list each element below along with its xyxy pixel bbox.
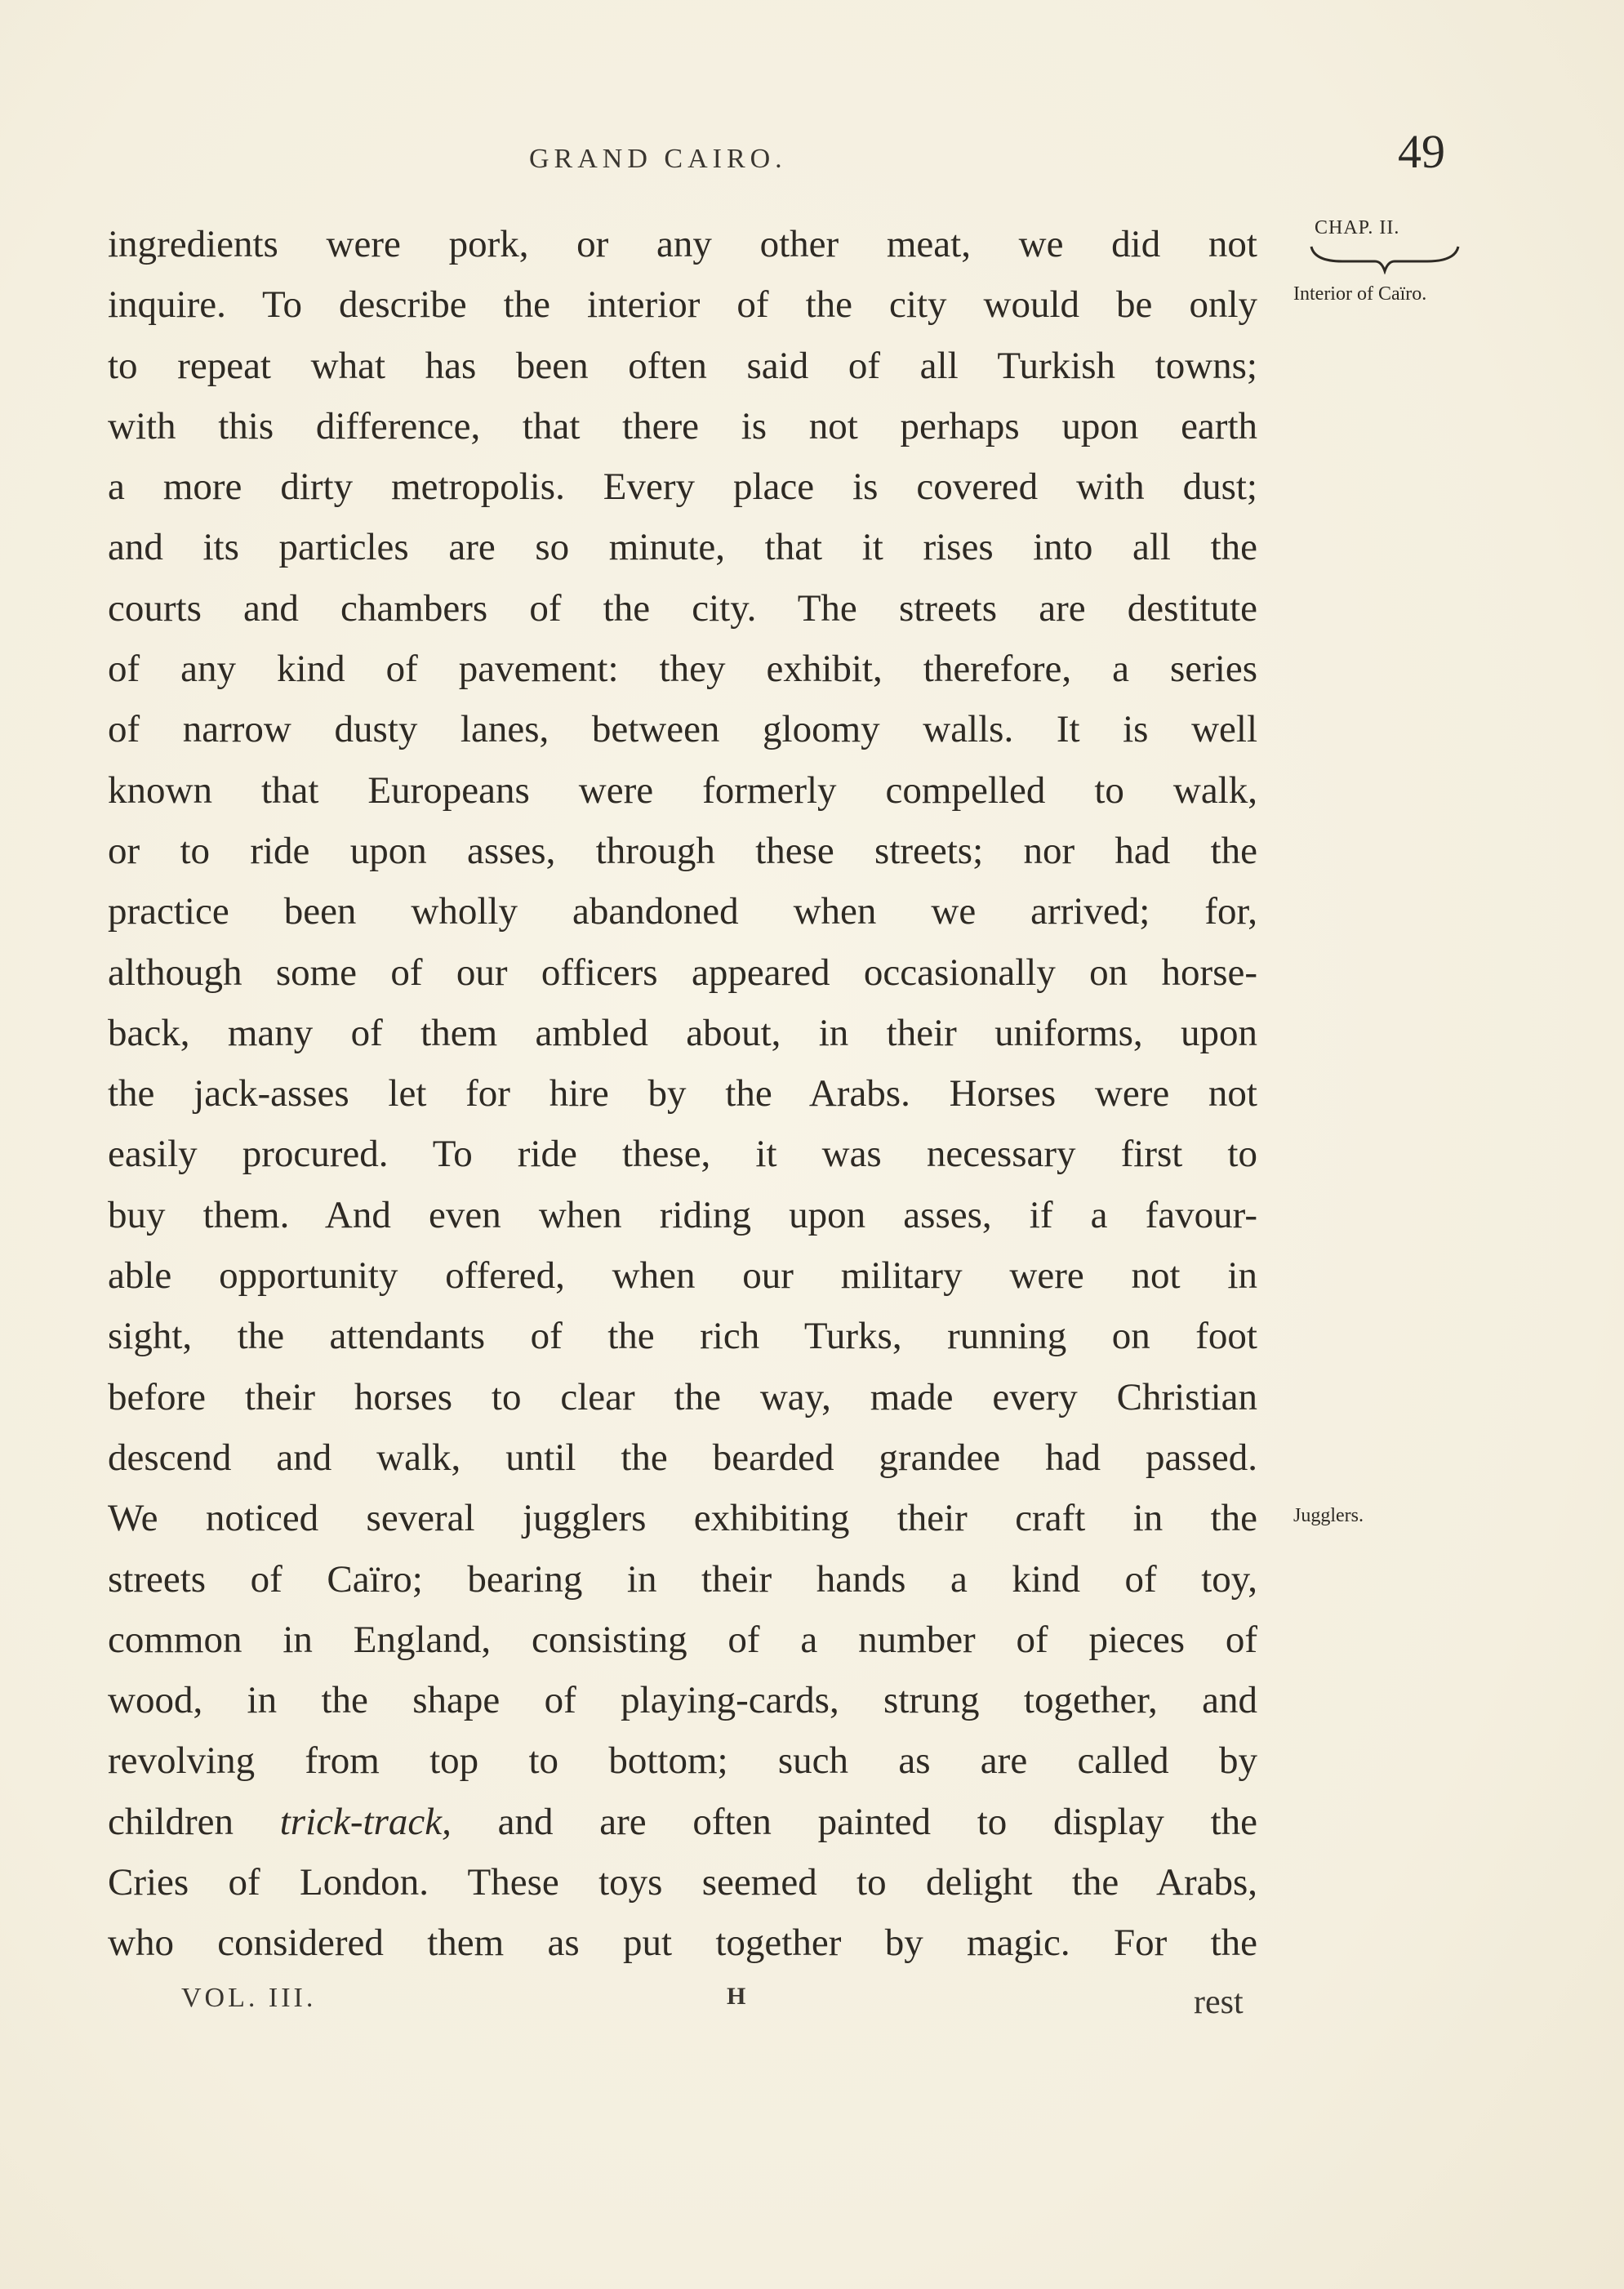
text-line: or to ride upon asses, through these streets; nor had the <box>108 829 1257 872</box>
text-line: We noticed several jugglers exhibiting their craft in the <box>108 1497 1257 1540</box>
text-line: buy them. And even when riding upon asses, if a favour- <box>108 1193 1257 1236</box>
text-line: of any kind of pavement: they exhibit, therefore, a series <box>108 648 1257 691</box>
page-number: 49 <box>1398 125 1445 178</box>
text-line: before their horses to clear the way, made every Christian <box>108 1375 1257 1418</box>
text-line: although some of our officers appeared occasionally on horse- <box>108 951 1257 994</box>
footer-catchword: rest <box>1194 1984 1244 2021</box>
italic-term: trick-track, <box>279 1800 452 1843</box>
text-line: practice been wholly abandoned when we arrived; for, <box>108 890 1257 933</box>
text-line: wood, in the shape of playing-cards, strung together, and <box>108 1679 1257 1722</box>
text-line: ingredients were pork, or any other meat, we did not <box>108 223 1257 265</box>
text-line: able opportunity offered, when our military were not in <box>108 1254 1257 1298</box>
text-line: and its particles are so minute, that it rises into all the <box>108 526 1257 569</box>
text-line: inquire. To describe the interior of the city would be only <box>108 283 1257 327</box>
chapter-marker: CHAP. II. <box>1315 217 1400 238</box>
text-line: with this difference, that there is not perhaps upon earth <box>108 404 1257 448</box>
text-line: the jack-asses let for hire by the Arabs. Horses were not <box>108 1072 1257 1116</box>
text-line: a more dirty metropolis. Every place is covered with dust; <box>108 465 1257 509</box>
footer-volume: VOL. III. <box>181 1983 317 2013</box>
text-line: known that Europeans were formerly compelled to walk, <box>108 768 1257 812</box>
side-note-jugglers: Jugglers. <box>1293 1505 1364 1526</box>
footer-signature: H <box>727 1983 746 2010</box>
text-line: back, many of them ambled about, in their uniforms, upon <box>108 1011 1257 1054</box>
italic-line-before: children <box>108 1800 280 1843</box>
text-line: easily procured. To ride these, it was necessary first to <box>108 1133 1257 1176</box>
text-line: of narrow dusty lanes, between gloomy walls. It is well <box>108 708 1257 751</box>
side-note-interior: Interior of Caïro. <box>1293 283 1427 305</box>
text-line: courts and chambers of the city. The streets are destitute <box>108 586 1257 630</box>
text-line: revolving from top to bottom; such as are called by <box>108 1739 1257 1783</box>
text-line: to repeat what has been often said of all Turkish towns; <box>108 344 1257 387</box>
chapter-brace-icon <box>1310 245 1460 274</box>
text-line: sight, the attendants of the rich Turks, running on foot <box>108 1315 1257 1358</box>
text-line: descend and walk, until the bearded grandee had passed. <box>108 1436 1257 1479</box>
text-line: common in England, consisting of a number of pieces of <box>108 1618 1257 1661</box>
text-line-italic <box>108 1792 1257 1852</box>
running-head: GRAND CAIRO. <box>529 144 787 174</box>
text-line: streets of Caïro; bearing in their hands a kind of toy, <box>108 1557 1257 1601</box>
text-line: Cries of London. These toys seemed to delight the Arabs, <box>108 1861 1257 1904</box>
body-text <box>108 214 1257 1974</box>
text-line: who considered them as put together by magic. For the <box>108 1922 1257 1965</box>
italic-line-after: and are often painted to display the <box>451 1800 1257 1843</box>
